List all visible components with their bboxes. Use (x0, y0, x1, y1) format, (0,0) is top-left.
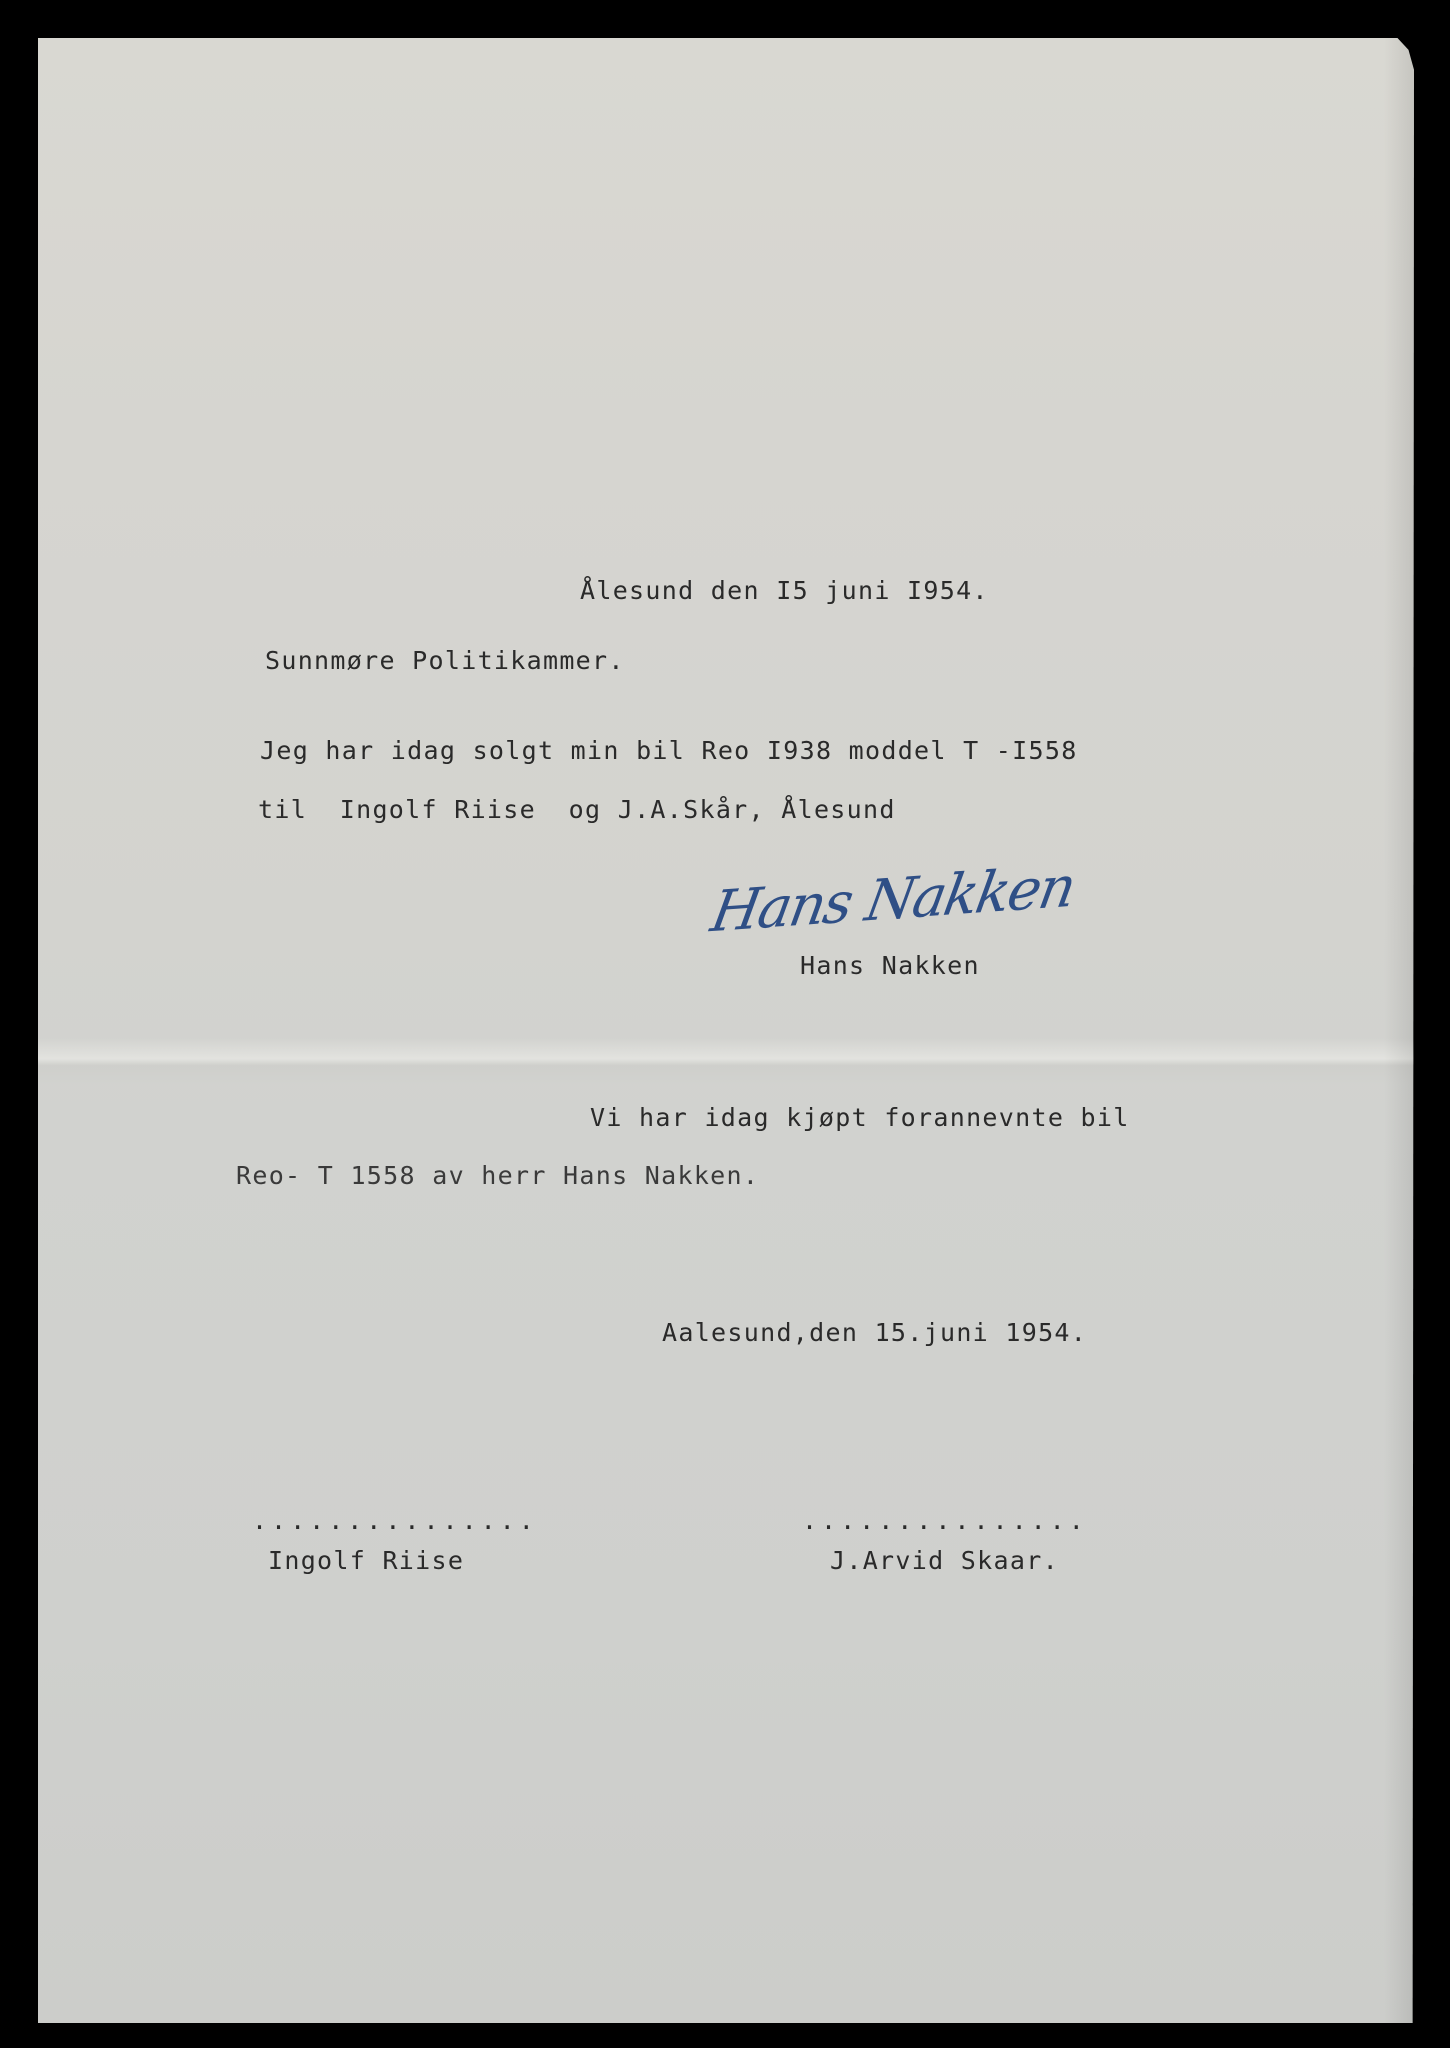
signature-line-buyer-1: ............... (252, 1506, 538, 1535)
handwritten-signature-hans-nakken: Hans Nakken (706, 854, 1080, 946)
seller-name: Hans Nakken (800, 951, 980, 980)
confirmation-line-2: Reo- T 1558 av herr Hans Nakken. (236, 1161, 760, 1190)
paper-fold (38, 1038, 1414, 1084)
document-page (38, 38, 1414, 2023)
letter-recipient: Sunnmøre Politikammer. (265, 646, 625, 675)
confirmation-line-1: Vi har idag kjøpt forannevnte bil (590, 1103, 1130, 1132)
letter-date: Ålesund den I5 juni I954. (580, 576, 989, 605)
signature-line-buyer-2: ............... (802, 1506, 1088, 1535)
buyer-1-name: Ingolf Riise (268, 1546, 465, 1575)
confirmation-date: Aalesund,den 15.juni 1954. (662, 1318, 1088, 1347)
letter-body-line-2: til Ingolf Riise og J.A.Skår, Ålesund (258, 795, 896, 824)
letter-body-line-1: Jeg har idag solgt min bil Reo I938 moddel T -I558 (260, 736, 1078, 765)
paper-edge-shadow (1384, 38, 1414, 2023)
buyer-2-name: J.Arvid Skaar. (830, 1546, 1059, 1575)
